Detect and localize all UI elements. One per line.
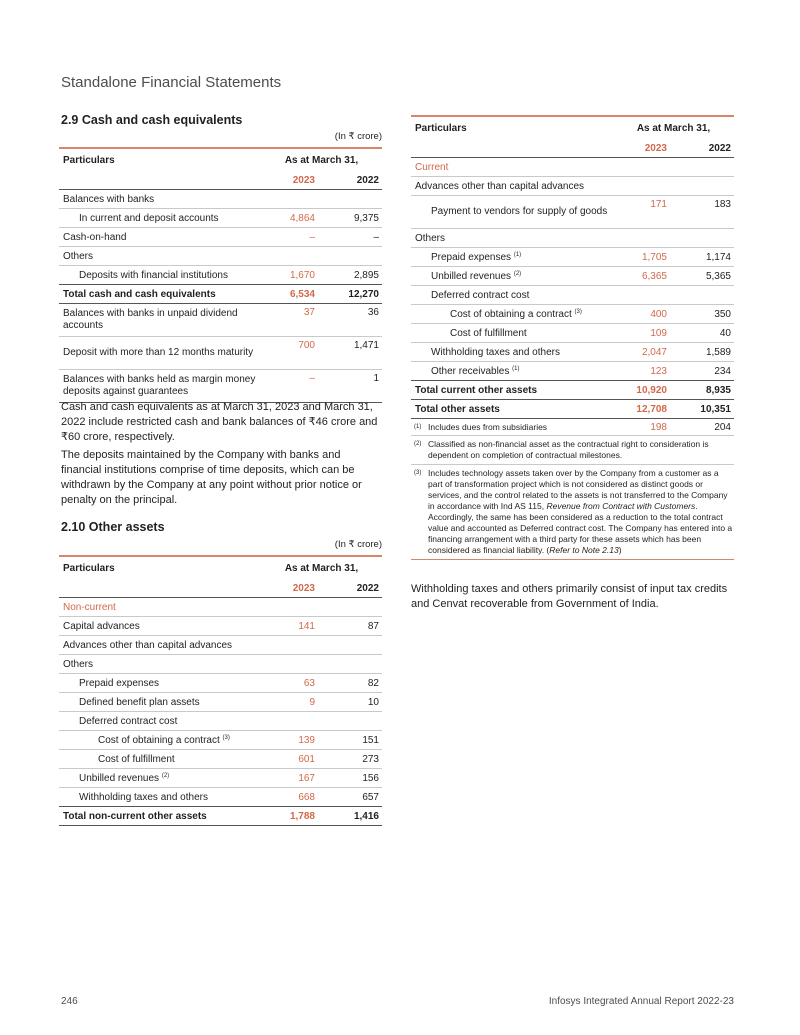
table-row: Deposit with more than 12 months maturity 700 1,471 — [59, 337, 382, 370]
restricted-cash-paragraph: Cash and cash equivalents as at March 31, 2023 and March 31, 2022 include restricted cash and bank balances of ₹46 crore and ₹60 crore, respectively. — [61, 401, 378, 443]
table-row: Cost of fulfillment 109 40 — [411, 324, 734, 343]
report-name: Infosys Integrated Annual Report 2022-23 — [548, 996, 734, 1007]
footnote-marker: (2) — [414, 441, 422, 447]
section-heading-cash: 2.9 Cash and cash equivalents — [61, 113, 243, 127]
footnote-ref: (1) — [512, 365, 520, 372]
table-row: Balances with banks in unpaid dividend accounts 37 36 — [59, 304, 382, 337]
footnote-marker: (3) — [414, 470, 422, 476]
table-row: Balances with banks held as margin money deposits against guarantees – 1 — [59, 370, 382, 403]
footnote-ref: (2) — [513, 270, 522, 277]
col-header-particulars: Particulars — [59, 556, 261, 579]
col-header-as-at: As at March 31, — [261, 556, 382, 579]
table-row: Withholding taxes and others 2,047 1,589 — [411, 343, 734, 362]
col-header-as-at: As at March 31, — [261, 148, 382, 171]
section-heading-other-assets: 2.10 Other assets — [61, 520, 165, 534]
withholding-taxes-paragraph: Withholding taxes and others primarily consist of input tax credits and Cenvat recoverable from Government of India. — [411, 583, 728, 610]
noncurrent-label: Non-current — [59, 598, 382, 617]
footnote-ref: (3) — [222, 734, 230, 741]
footnote-1: (1) Includes dues from subsidiaries 198 204 — [411, 419, 734, 436]
year-header-2023: 2023 — [613, 139, 679, 158]
table-row: Deposits with financial institutions 1,670 2,895 — [59, 266, 382, 285]
table-row: Cost of obtaining a contract $^{(3)}$ 400 350 — [411, 305, 734, 324]
footnote-marker: (1) — [414, 423, 422, 430]
table-row: Defined benefit plan assets 9 10 — [59, 693, 382, 712]
table-row: Prepaid expenses $^{(1)}$ 1,705 1,174 — [411, 248, 734, 267]
total-row: Total non-current other assets 1,788 1,416 — [59, 807, 382, 826]
total-row: Total other assets 12,708 10,351 — [411, 400, 734, 419]
table-row: Cash-on-hand – – — [59, 228, 382, 247]
table-row: Unbilled revenues $^{(2)}$ 167 156 — [59, 769, 382, 788]
year-header-2022: 2022 — [679, 139, 734, 158]
table-row: Withholding taxes and others 668 657 — [59, 788, 382, 807]
table-row: Cost of fulfillment 601 273 — [59, 750, 382, 769]
footnotes — [411, 419, 734, 560]
table-row: In current and deposit accounts 4,864 9,375 — [59, 209, 382, 228]
table-row: Cost of obtaining a contract $^{(3)}$ 139 151 — [59, 731, 382, 750]
page-number: 246 — [61, 996, 78, 1007]
table-row: Advances other than capital advances — [59, 636, 382, 655]
table-row: Others — [59, 655, 382, 674]
table-row: Prepaid expenses 63 82 — [59, 674, 382, 693]
table-row: Deferred contract cost — [411, 286, 734, 305]
table-row: Other receivables $^{(1)}$ 123 234 — [411, 362, 734, 381]
table-row: Advances other than capital advances — [411, 177, 734, 196]
col-header-as-at: As at March 31, — [613, 116, 734, 139]
table-row: Payment to vendors for supply of goods 171 183 — [411, 196, 734, 229]
unit-label-other-assets: (In ₹ crore) — [334, 539, 382, 550]
year-header-2023: 2023 — [261, 171, 327, 190]
year-header-2022: 2022 — [327, 579, 382, 598]
subsection-row — [411, 158, 734, 177]
footnote-ref: (3) — [574, 308, 582, 315]
footnote-ref: (2) — [161, 772, 170, 779]
total-row: Total cash and cash equivalents 6,534 12,270 — [59, 285, 382, 304]
year-header-2023: 2023 — [261, 579, 327, 598]
subsection-row — [59, 598, 382, 617]
noncurrent-other-assets-table — [59, 555, 382, 826]
footnote-ref: (1) — [513, 251, 522, 258]
page-title: Standalone Financial Statements — [61, 74, 282, 91]
col-header-particulars: Particulars — [59, 148, 261, 171]
col-header-particulars: Particulars — [411, 116, 613, 139]
footnote-3: (3) Includes technology assets taken over by the Company from a customer as a part of transformation project which is not considered as distinct goods or services, and the control related to the assets is not transferred to the Company in accordance with Ind AS 115, Revenue from Contract with Customers. Accordingly, the same has been considered as a reduction to the total contract value and accounted as Deferred contract cost. The Company has entered into a financing arrangement with a third party for these assets which has been considered as financial liability. (Refer to Note 2.13) — [411, 465, 734, 560]
table-row: Balances with banks — [59, 190, 382, 209]
table-row: Deferred contract cost — [59, 712, 382, 731]
table-row: Others — [411, 229, 734, 248]
current-other-assets-table — [411, 115, 734, 560]
unit-label-cash: (In ₹ crore) — [334, 131, 382, 142]
table-row: Others — [59, 247, 382, 266]
year-header-2022: 2022 — [327, 171, 382, 190]
cash-equivalents-table — [59, 147, 382, 403]
footnote-2: (2) Classified as non-financial asset as the contractual right to consideration is dependent on completion of contractual milestones. — [411, 436, 734, 465]
current-label: Current — [411, 158, 734, 177]
table-row: Capital advances 141 87 — [59, 617, 382, 636]
deposits-paragraph: The deposits maintained by the Company with banks and financial institutions comprise of time deposits, which can be withdrawn by the Company at any point without prior notice or penalty on the principal. — [61, 449, 362, 506]
table-row: Unbilled revenues $^{(2)}$ 6,365 5,365 — [411, 267, 734, 286]
total-row: Total current other assets 10,920 8,935 — [411, 381, 734, 400]
